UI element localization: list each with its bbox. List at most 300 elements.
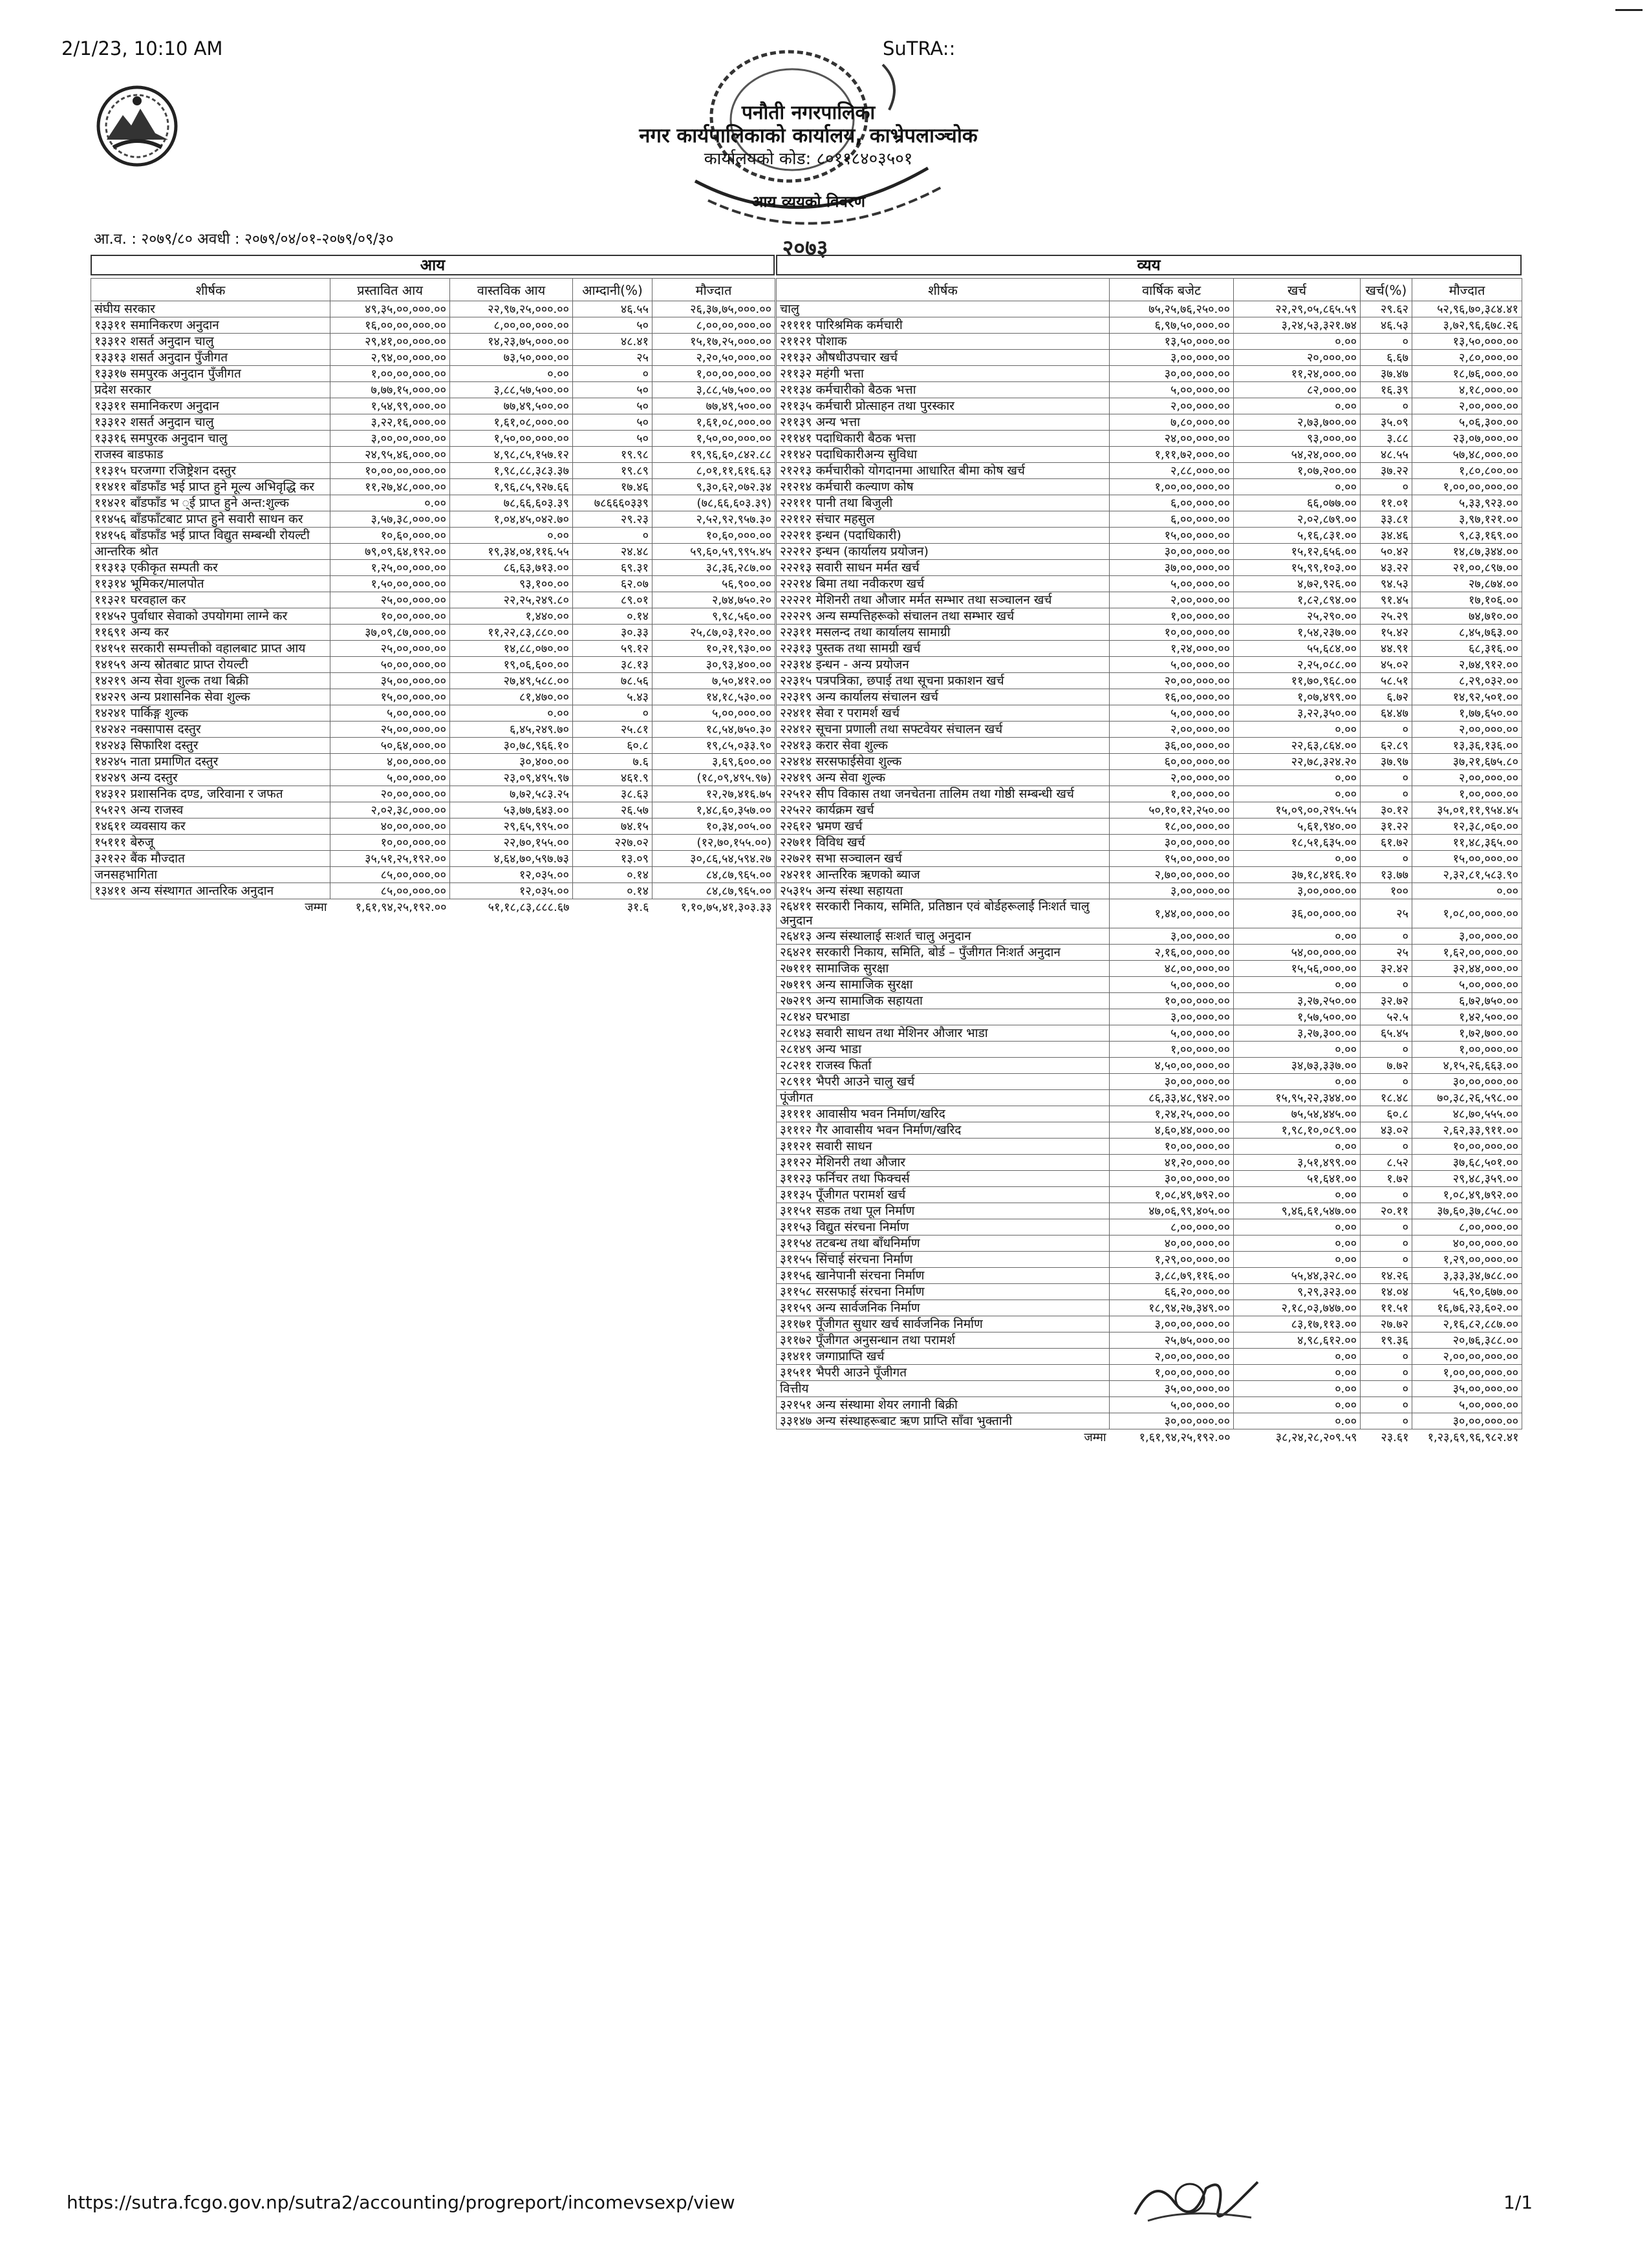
- expense-cell: २८१४३ सवारी साधन तथा मेशिनर औजार भाडा: [777, 1025, 1110, 1042]
- income-header-row: [91, 279, 775, 301]
- expense-cell: २०,७६,३८८.००: [1412, 1332, 1522, 1349]
- expense-cell: ६.७२: [1361, 689, 1412, 705]
- income-cell: १२,२७,४१६.७५: [652, 786, 775, 802]
- expense-row: [777, 334, 1522, 350]
- expense-cell: ४४.९१: [1361, 641, 1412, 657]
- expense-row: [777, 1316, 1522, 1332]
- income-cell: ४०,००,०००.००: [330, 818, 450, 835]
- expense-cell: २११३९ अन्य भत्ता: [777, 414, 1110, 431]
- expense-cell: १,११,७२,०००.००: [1110, 447, 1234, 463]
- income-cell: ३,८८,५७,५००.००: [450, 382, 573, 398]
- expense-cell: ०: [1361, 1139, 1412, 1155]
- income-cell: ८५,००,०००.००: [330, 867, 450, 883]
- expense-cell: ३,२२,३५०.००: [1234, 705, 1361, 722]
- expense-cell: १,८२,८९४.००: [1234, 592, 1361, 608]
- expense-cell: ५,६१,९४०.००: [1234, 818, 1361, 835]
- income-cell: ८१,४७०.००: [450, 689, 573, 705]
- expense-cell: ०.००: [1234, 1236, 1361, 1252]
- expense-row: [777, 1219, 1522, 1236]
- expense-cell: १६.३९: [1361, 382, 1412, 398]
- expense-cell: चालु: [777, 301, 1110, 317]
- expense-cell: २,२५,०८८.००: [1234, 657, 1361, 673]
- income-cell: ७७,४९,५००.००: [652, 398, 775, 414]
- expense-total-cell: २३.६१: [1381, 1431, 1409, 1444]
- expense-cell: २८२११ राजस्व फिर्ता: [777, 1058, 1110, 1074]
- income-cell: १६,००,००,०००.००: [330, 317, 450, 334]
- income-row: [91, 835, 775, 851]
- expense-cell: २२३११ मसलन्द तथा कार्यालय सामाग्री: [777, 625, 1110, 641]
- expense-cell: ३७,१८,४१६.१०: [1234, 867, 1361, 883]
- income-cell: १४३१२ प्रशासनिक दण्ड, जरिवाना र जफत: [91, 786, 330, 802]
- expense-cell: ७.७२: [1361, 1058, 1412, 1074]
- income-cell: ११३१५ घरजग्गा रजिष्ट्रेशन दस्तुर: [91, 463, 330, 479]
- expense-cell: ३.८८: [1361, 431, 1412, 447]
- income-cell: ४,९८,८५,१५७.१२: [450, 447, 573, 463]
- expense-cell: १५,००,०००.००: [1110, 528, 1234, 544]
- expense-cell: २९.६२: [1361, 301, 1412, 317]
- expense-cell: २,०२,८७९.००: [1234, 511, 1361, 528]
- page-number: 1/1: [1503, 2192, 1533, 2213]
- expense-cell: १५,९९,१०३.००: [1234, 560, 1361, 576]
- expense-cell: १,००,००,०००.००: [1412, 479, 1522, 495]
- expense-cell: २,७४,९१२.००: [1412, 657, 1522, 673]
- expense-cell: २२२२१ मेशिनरी तथा औजार मर्मत सम्भार तथा सञ्चालन खर्च: [777, 592, 1110, 608]
- expense-cell: ३३.८१: [1361, 511, 1412, 528]
- expense-cell: १०,००,०००.००: [1110, 993, 1234, 1009]
- expense-cell: १४,८७,३४४.००: [1412, 544, 1522, 560]
- expense-cell: ४०,००,०००.००: [1412, 1236, 1522, 1252]
- income-cell: १,६१,०८,०००.००: [652, 414, 775, 431]
- expense-cell: ३०,००,०००.००: [1110, 1413, 1234, 1429]
- income-cell: २,५२,९२,९५७.३०: [652, 511, 775, 528]
- expense-row: [777, 414, 1522, 431]
- expense-cell: २७११९ अन्य सामाजिक सुरक्षा: [777, 977, 1110, 993]
- expense-cell: २,००,०००.००: [1110, 722, 1234, 738]
- expense-cell: ११,७०,९६८.००: [1234, 673, 1361, 689]
- expense-cell: १,००,०००.००: [1110, 608, 1234, 625]
- expense-cell: २११३२ औषधीउपचार खर्च: [777, 350, 1110, 366]
- income-cell: १४१५१ सरकारी सम्पत्तीको वहालबाट प्राप्त आय: [91, 641, 330, 657]
- expense-cell: ३,००,०००.००: [1110, 928, 1234, 945]
- expense-total-cell: ३८,२४,२८,२०९.५९: [1275, 1431, 1357, 1444]
- expense-cell: १,५७,५००.००: [1234, 1009, 1361, 1025]
- income-cell: ०.१४: [573, 608, 652, 625]
- expense-cell: ९,२९,३२३.००: [1234, 1284, 1361, 1300]
- income-cell: ३५,५१,२५,१९२.००: [330, 851, 450, 867]
- income-cell: १४२४१ पार्किङ्ग शुल्क: [91, 705, 330, 722]
- income-cell: ०.००: [450, 528, 573, 544]
- income-cell: ३,००,००,०००.००: [330, 431, 450, 447]
- expense-row: [777, 1413, 1522, 1429]
- income-cell: १,००,००,०००.००: [652, 366, 775, 382]
- expense-cell: ०: [1361, 1397, 1412, 1413]
- income-row: [91, 463, 775, 479]
- expense-cell: ३११११ आवासीय भवन निर्माण/खरिद: [777, 1106, 1110, 1122]
- expense-cell: २२३१४ इन्धन - अन्य प्रयोजन: [777, 657, 1110, 673]
- income-cell: ११४५२ पुर्वाधार सेवाको उपयोगमा लाग्ने कर: [91, 608, 330, 625]
- expense-cell: ८,२९,०३२.००: [1412, 673, 1522, 689]
- expense-cell: १५.४२: [1361, 625, 1412, 641]
- expense-cell: ८३,१७,११३.००: [1234, 1316, 1361, 1332]
- expense-row: [777, 398, 1522, 414]
- income-cell: ०.१४: [573, 867, 652, 883]
- expense-row: [777, 1025, 1522, 1042]
- expense-cell: ७४,७१०.००: [1412, 608, 1522, 625]
- income-total-cell: जम्मा: [305, 901, 327, 914]
- income-cell: ७४.१५: [573, 818, 652, 835]
- expense-row: [777, 495, 1522, 511]
- expense-cell: ३११७१ पूँजीगत सुधार खर्च सार्वजनिक निर्माण: [777, 1316, 1110, 1332]
- expense-cell: १००: [1361, 883, 1412, 899]
- expense-cell: ३२,४४,०००.००: [1412, 961, 1522, 977]
- income-cell: ४,००,०००.००: [330, 754, 450, 770]
- expense-cell: २,७०,००,०००.००: [1110, 867, 1234, 883]
- income-row: [91, 544, 775, 560]
- expense-cell: ६२.८९: [1361, 738, 1412, 754]
- expense-cell: ३,७२,९६,६७८.२६: [1412, 317, 1522, 334]
- expense-cell: ११,४८,३६५.००: [1412, 835, 1522, 851]
- expense-cell: ०: [1361, 479, 1412, 495]
- expense-cell: ०.००: [1234, 334, 1361, 350]
- expense-cell: ३,००,०००.००: [1110, 883, 1234, 899]
- income-cell: ३८.६३: [573, 786, 652, 802]
- income-cell: ४६१.९: [573, 770, 652, 786]
- expense-cell: ८,००,०००.००: [1110, 1219, 1234, 1236]
- income-cell: ३७,०९,८७,०००.००: [330, 625, 450, 641]
- income-cell: ३८.१३: [573, 657, 652, 673]
- expense-cell: २२४१९ अन्य सेवा शुल्क: [777, 770, 1110, 786]
- expense-cell: १३,५०,०००.००: [1412, 334, 1522, 350]
- expense-row: [777, 883, 1522, 899]
- income-row: [91, 867, 775, 883]
- income-cell: २६,३७,७५,०००.००: [652, 301, 775, 317]
- expense-row: [777, 544, 1522, 560]
- expense-cell: १,००,०००.००: [1110, 1042, 1234, 1058]
- expense-cell: २२३१९ अन्य कार्यालय संचालन खर्च: [777, 689, 1110, 705]
- expense-cell: १.७२: [1361, 1171, 1412, 1187]
- income-cell: १४,१८,५३०.००: [652, 689, 775, 705]
- income-cell: १९,९६,६०,८४२.८८: [652, 447, 775, 463]
- expense-cell: १८,७६,०००.००: [1412, 366, 1522, 382]
- expense-cell: २७,८७४.००: [1412, 576, 1522, 592]
- expense-cell: ४६.५३: [1361, 317, 1412, 334]
- expense-row: [777, 657, 1522, 673]
- income-cell: २४,९५,४६,०००.००: [330, 447, 450, 463]
- expense-row: [777, 560, 1522, 576]
- office-name: नगर कार्यपालिकाको कार्यालय, काभ्रेपलाञ्चोक: [639, 124, 978, 147]
- expense-cell: ३०,००,०००.००: [1412, 1074, 1522, 1090]
- expense-cell: २,८८,०००.००: [1110, 463, 1234, 479]
- expense-row: [777, 673, 1522, 689]
- expense-cell: ०: [1361, 722, 1412, 738]
- income-row: [91, 673, 775, 689]
- income-cell: ४९,३५,००,०००.००: [330, 301, 450, 317]
- income-cell: १८,५४,७५०.३०: [652, 722, 775, 738]
- expense-cell: १५,५६,०००.००: [1234, 961, 1361, 977]
- expense-cell: १७,१०६.००: [1412, 592, 1522, 608]
- expense-cell: २२३१३ पुस्तक तथा सामग्री खर्च: [777, 641, 1110, 657]
- income-total-cell: ३१.६: [627, 901, 649, 914]
- expense-cell: २२२१२ इन्धन (कार्यालय प्रयोजन): [777, 544, 1110, 560]
- income-row: [91, 301, 775, 317]
- expense-cell: ३,००,०००.००: [1110, 350, 1234, 366]
- income-cell: १२,०३५.००: [450, 883, 573, 899]
- income-row: [91, 317, 775, 334]
- income-cell: ८९.०१: [573, 592, 652, 608]
- income-row: [91, 641, 775, 657]
- income-cell: १०,६०,०००.००: [652, 528, 775, 544]
- expense-cell: ०.००: [1234, 479, 1361, 495]
- income-cell: १३३११ समानिकरण अनुदान: [91, 398, 330, 414]
- income-cell: १४२१९ अन्य सेवा शुल्क तथा बिक्री: [91, 673, 330, 689]
- expense-row: [777, 1058, 1522, 1074]
- expense-cell: १,००,०००.००: [1412, 786, 1522, 802]
- expense-cell: ९४.५३: [1361, 576, 1412, 592]
- income-cell: २५: [573, 350, 652, 366]
- expense-cell: ३०,००,०००.००: [1110, 1171, 1234, 1187]
- expense-cell: ३१४११ जग्गाप्राप्ति खर्च: [777, 1349, 1110, 1365]
- expense-cell: ६१.७२: [1361, 835, 1412, 851]
- expense-row: [777, 1381, 1522, 1397]
- expense-cell: ५५,४४,३२८.००: [1234, 1268, 1361, 1284]
- income-row: [91, 689, 775, 705]
- income-row: [91, 625, 775, 641]
- income-cell: ११६९१ अन्य कर: [91, 625, 330, 641]
- income-cell: ९,९८,५६०.००: [652, 608, 775, 625]
- income-cell: १७.४६: [573, 479, 652, 495]
- expense-cell: २२२१३ सवारी साधन मर्मत खर्च: [777, 560, 1110, 576]
- expense-cell: २२७२१ सभा सञ्चालन खर्च: [777, 851, 1110, 867]
- expense-cell: २,१८,०३,७४७.००: [1234, 1300, 1361, 1316]
- expense-cell: ३७.४७: [1361, 366, 1412, 382]
- expense-cell: १,२४,०००.००: [1110, 641, 1234, 657]
- income-cell: ३०,७८,९६६.१०: [450, 738, 573, 754]
- income-row: [91, 431, 775, 447]
- expense-row: [777, 1252, 1522, 1268]
- expense-cell: ३५,०१,११,९५४.४५: [1412, 802, 1522, 818]
- income-cell: ३२१२२ बैंक मौज्दात: [91, 851, 330, 867]
- expense-cell: १,०७,४९९.००: [1234, 689, 1361, 705]
- expense-cell: ३४.४६: [1361, 528, 1412, 544]
- expense-cell: ७५,५४,४४५.००: [1234, 1106, 1361, 1122]
- expense-cell: ३,००,०००.००: [1110, 1009, 1234, 1025]
- income-total-cell: १,६१,९४,२५,१९२.००: [355, 901, 447, 914]
- expense-cell: २०,०००.००: [1234, 350, 1361, 366]
- expense-cell: ४,७२,९२६.००: [1234, 576, 1361, 592]
- expense-cell: ०.००: [1234, 1349, 1361, 1365]
- expense-cell: २,३२,८१,५८३.९०: [1412, 867, 1522, 883]
- expense-row: [777, 835, 1522, 851]
- expense-cell: २४,००,०००.००: [1110, 431, 1234, 447]
- expense-cell: ५,००,०००.००: [1110, 576, 1234, 592]
- expense-cell: ४,५०,००,०००.००: [1110, 1058, 1234, 1074]
- income-cell: १४,२३,७५,०००.००: [450, 334, 573, 350]
- income-cell: ११,२७,४८,०००.००: [330, 479, 450, 495]
- income-cell: २५.८१: [573, 722, 652, 738]
- expense-cell: ०.००: [1234, 1042, 1361, 1058]
- expense-row: [777, 592, 1522, 608]
- expense-cell: २११४१ पदाधिकारी बैठक भत्ता: [777, 431, 1110, 447]
- expense-cell: २,००,०००.००: [1110, 770, 1234, 786]
- income-cell: ८४,८७,९६५.००: [652, 867, 775, 883]
- income-cell: ५०: [573, 317, 652, 334]
- expense-cell: ३७.९७: [1361, 754, 1412, 770]
- expense-cell: १८,००,०००.००: [1110, 818, 1234, 835]
- expense-cell: १५,००,०००.००: [1412, 851, 1522, 867]
- expense-cell: २२११२ संचार महसुल: [777, 511, 1110, 528]
- org-name: पनौती नगरपालिका: [741, 102, 876, 124]
- expense-cell: ०: [1361, 1252, 1412, 1268]
- income-cell: २९,६५,९९५.००: [450, 818, 573, 835]
- expense-cell: ०.००: [1234, 1139, 1361, 1155]
- expense-cell: ५६,९०,६७७.००: [1412, 1284, 1522, 1300]
- expense-cell: २२५२२ कार्यक्रम खर्च: [777, 802, 1110, 818]
- expense-row: [777, 1349, 1522, 1365]
- expense-row: [777, 993, 1522, 1009]
- income-cell: ५०: [573, 431, 652, 447]
- income-cell: ५९,६०,५९,९९५.४५: [652, 544, 775, 560]
- expense-total-row: [777, 1429, 1522, 1446]
- expense-cell: ३६,००,०००.००: [1234, 899, 1361, 928]
- income-row: [91, 786, 775, 802]
- expense-cell: ३०,००,०००.००: [1110, 1074, 1234, 1090]
- expense-cell: २११२१ पोशाक: [777, 334, 1110, 350]
- expense-cell: ३३१४७ अन्य संस्थाहरूबाट ऋण प्राप्ति साँवा भुक्तानी: [777, 1413, 1110, 1429]
- expense-cell: १,००,००,०००.००: [1412, 1365, 1522, 1381]
- expense-cell: ०: [1361, 928, 1412, 945]
- expense-cell: २०,००,०००.००: [1110, 673, 1234, 689]
- income-cell: आन्तरिक श्रोत: [91, 544, 330, 560]
- expense-section-title: व्यय: [776, 255, 1522, 275]
- expense-cell: २२४१२ सूचना प्रणाली तथा सफ्टवेयर संचालन खर्च: [777, 722, 1110, 738]
- expense-cell: ०.००: [1234, 1187, 1361, 1203]
- expense-cell: ०: [1361, 851, 1412, 867]
- expense-cell: ०: [1361, 786, 1412, 802]
- expense-cell: ४,१५,२६,६६३.००: [1412, 1058, 1522, 1074]
- expense-cell: ५४,२४,०००.००: [1234, 447, 1361, 463]
- income-cell: ५६,९००.००: [652, 576, 775, 592]
- expense-cell: ६,९७,५०,०००.००: [1110, 317, 1234, 334]
- income-cell: ११३१३ एकीकृत सम्पती कर: [91, 560, 330, 576]
- income-cell: २२,९७,२५,०००.००: [450, 301, 573, 317]
- expense-cell: ५,००,०००.००: [1110, 657, 1234, 673]
- income-cell: ११३१४ भूमिकर/मालपोत: [91, 576, 330, 592]
- expense-cell: १८,९४,२७,३४९.००: [1110, 1300, 1234, 1316]
- expense-cell: २२१११ पानी तथा बिजुली: [777, 495, 1110, 511]
- income-cell: १४,८८,०७०.००: [450, 641, 573, 657]
- expense-row: [777, 1009, 1522, 1025]
- expense-cell: ३७.२२: [1361, 463, 1412, 479]
- income-cell: १,०४,४५,०४२.७०: [450, 511, 573, 528]
- income-cell: ३,२२,१६,०००.००: [330, 414, 450, 431]
- expense-cell: ४,१८,०००.००: [1412, 382, 1522, 398]
- expense-cell: २०.११: [1361, 1203, 1412, 1219]
- expense-cell: ३७,६८,५०१.००: [1412, 1155, 1522, 1171]
- expense-row: [777, 867, 1522, 883]
- expense-cell: ०.००: [1234, 1252, 1361, 1268]
- expense-cell: २५.२९: [1361, 608, 1412, 625]
- expense-row: [777, 1122, 1522, 1139]
- expense-cell: १०,००,०००.००: [1110, 625, 1234, 641]
- income-cell: १४१५९ अन्य स्रोतबाट प्राप्त रोयल्टी: [91, 657, 330, 673]
- income-cell: ११,२२,८३,८८०.००: [450, 625, 573, 641]
- expense-cell: ४१,२०,०००.००: [1110, 1155, 1234, 1171]
- income-cell: १९,८५,०३३.९०: [652, 738, 775, 754]
- expense-cell: ११.०१: [1361, 495, 1412, 511]
- expense-cell: २२२२९ अन्य सम्पत्तिहरूको संचालन तथा सम्भार खर्च: [777, 608, 1110, 625]
- income-cell: ७८,६६,६०३.३९: [450, 495, 573, 511]
- income-table: [91, 278, 775, 915]
- income-cell: ९३,१००.००: [450, 576, 573, 592]
- expense-cell: ०: [1361, 1413, 1412, 1429]
- income-cell: ७७,४९,५००.००: [450, 398, 573, 414]
- expense-cell: ६८,३१६.००: [1412, 641, 1522, 657]
- income-total-row: [91, 899, 775, 915]
- expense-cell: ३,३३,३४,७८८.००: [1412, 1268, 1522, 1284]
- expense-cell: २७२१९ अन्य सामाजिक सहायता: [777, 993, 1110, 1009]
- income-cell: १०,३४,००५.००: [652, 818, 775, 835]
- expense-cell: २२४१३ करार सेवा शुल्क: [777, 738, 1110, 754]
- income-cell: २,०२,३८,०००.००: [330, 802, 450, 818]
- expense-cell: १६,७६,२३,६०२.००: [1412, 1300, 1522, 1316]
- expense-cell: ०.००: [1234, 1074, 1361, 1090]
- expense-cell: २५: [1361, 899, 1412, 928]
- expense-cell: १,४२,५००.००: [1412, 1009, 1522, 1025]
- income-cell: १५,००,०००.००: [330, 689, 450, 705]
- expense-row: [777, 1268, 1522, 1284]
- expense-row: [777, 802, 1522, 818]
- income-cell: १०,००,००,०००.००: [330, 463, 450, 479]
- expense-cell: ३,२७,३००.००: [1234, 1025, 1361, 1042]
- expense-cell: ४,९८,६१२.००: [1234, 1332, 1361, 1349]
- expense-cell: ५,००,०००.००: [1412, 977, 1522, 993]
- expense-cell: ११,२४,०००.००: [1234, 366, 1361, 382]
- expense-cell: ३५,००,०००.००: [1412, 1381, 1522, 1397]
- expense-cell: ९१.४५: [1361, 592, 1412, 608]
- expense-row: [777, 1187, 1522, 1203]
- expense-row: [777, 576, 1522, 592]
- income-cell: १४२२९ अन्य प्रशासनिक सेवा शुल्क: [91, 689, 330, 705]
- expense-cell: १८.४८: [1361, 1090, 1412, 1106]
- income-cell: १,९६,८५,९२७.६६: [450, 479, 573, 495]
- income-cell: २६.५७: [573, 802, 652, 818]
- expense-row: [777, 528, 1522, 544]
- expense-cell: १३.७७: [1361, 867, 1412, 883]
- expense-cell: ६,७२,७५०.००: [1412, 993, 1522, 1009]
- income-cell: १०,००,०००.००: [330, 835, 450, 851]
- income-cell: २०,००,०००.००: [330, 786, 450, 802]
- expense-row: [777, 463, 1522, 479]
- expense-row: [777, 1397, 1522, 1413]
- expense-cell: ५,००,०००.००: [1110, 1025, 1234, 1042]
- expense-row: [777, 1106, 1522, 1122]
- expense-cell: १८,५१,६३५.००: [1234, 835, 1361, 851]
- expense-cell: ०: [1361, 1349, 1412, 1365]
- expense-cell: १,००,०००.००: [1412, 1042, 1522, 1058]
- expense-row: [777, 1284, 1522, 1300]
- expense-cell: ०.००: [1412, 883, 1522, 899]
- income-cell: संघीय सरकार: [91, 301, 330, 317]
- income-cell: ५०: [573, 382, 652, 398]
- income-cell: ३,५७,३८,०००.००: [330, 511, 450, 528]
- income-cell: ३०.३३: [573, 625, 652, 641]
- expense-cell: २११११ पारिश्रमिक कर्मचारी: [777, 317, 1110, 334]
- expense-cell: ४८,००,०००.००: [1110, 961, 1234, 977]
- expense-cell: ३११३५ पूँजीगत परामर्श खर्च: [777, 1187, 1110, 1203]
- expense-cell: १,०८,४९,७९२.००: [1110, 1187, 1234, 1203]
- expense-cell: २२२१४ बिमा तथा नवीकरण खर्च: [777, 576, 1110, 592]
- income-cell: ४६.५५: [573, 301, 652, 317]
